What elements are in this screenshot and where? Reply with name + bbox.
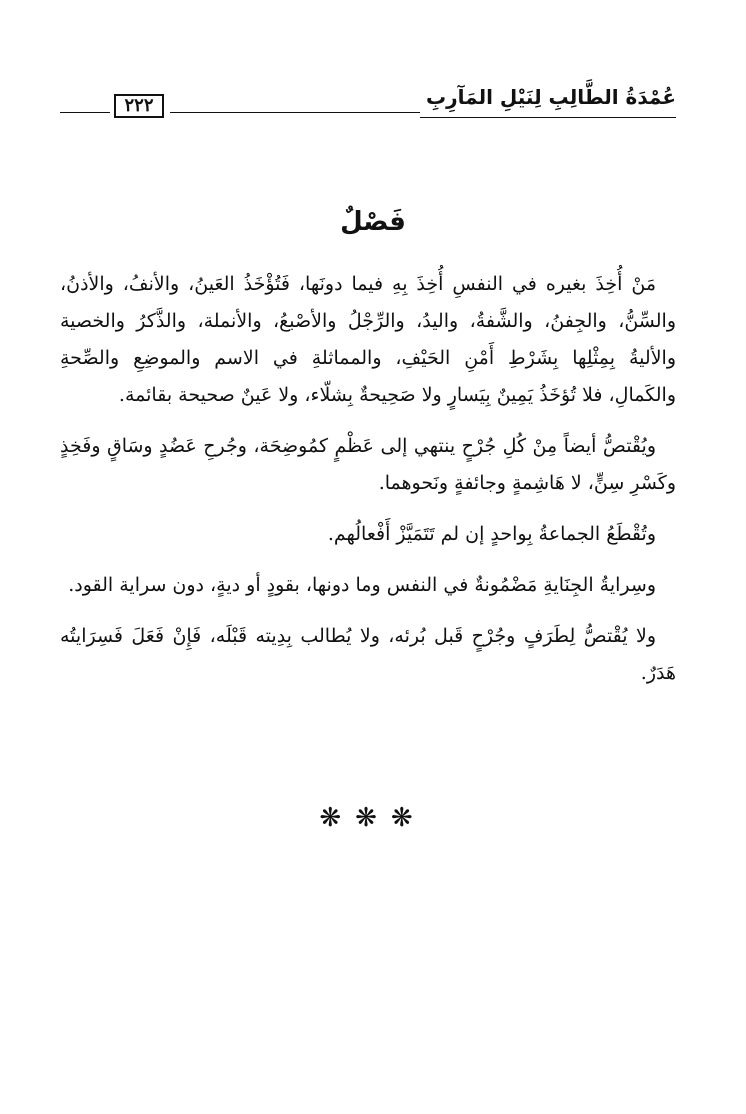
paragraph-5: ولا يُقْتصُّ لِطَرَفٍ وجُرْحٍ قَبل بُرئه، ولا يُطالب بِدِيته قَبْلَه، فَإِنْ فَعَلَ فَسِرَايتُه هَدَرٌ.: [60, 625, 676, 684]
header-rule-left: [60, 112, 110, 113]
paragraph-4: وسِرايةُ الجِنَايةِ مَضْمُونةٌ في النفس وما دونها، بقودٍ أو ديةٍ، دون سراية القود.: [68, 574, 656, 596]
header-rule-middle: [170, 112, 420, 113]
section-separator: ❋❋❋: [319, 803, 427, 833]
paragraph-1: مَنْ أُخِذَ بغيره في النفسِ أُخِذَ بِهِ فيما دونَها، فَتُؤْخَذُ العَينُ، والأنفُ، والأذنُ، والسِّنُّ، والجِفنُ، والشَّفةُ، واليدُ، والرِّجْلُ والأصْبعُ، والأنملة، والذَّكرُ والخصية والأليةُ بِمِثْلِها بِشَرْطِ أَمْنِ الحَيْفِ، والمماثلةِ في الاسم والموضِعِ والصِّحةِ والكَمالِ، فلا تُؤخَذُ يَمِينٌ بِيَسارٍ ولا صَحِيحةٌ بِشلّاء، ولا عَينٌ صحيحة بقائمة.: [60, 273, 676, 406]
paragraph-2: ويُقْتصُّ أيضاً مِنْ كُلِ جُرْحٍ ينتهي إلى عَظْمٍ كمُوضِحَة، وجُرحِ عَضُدٍ وسَاقٍ وفَخِذٍ وكَسْرِ سِنٍّ، لا هَاشِمةٍ وجائفةٍ ونَحوهما.: [60, 435, 676, 494]
page-number: ٢٢٢: [114, 94, 164, 118]
body-text: [60, 266, 676, 706]
book-title: عُمْدَةُ الطَّالِبِ لِنَيْلِ المَآرِبِ: [426, 85, 676, 109]
title-underline: [420, 117, 676, 118]
section-heading: فَصْلٌ: [340, 207, 406, 237]
paragraph-3: وتُقْطَعُ الجماعةُ بِواحدٍ إن لم تَتَمَيَّزْ أَفْعالُهم.: [327, 523, 656, 545]
running-header: [60, 80, 676, 120]
